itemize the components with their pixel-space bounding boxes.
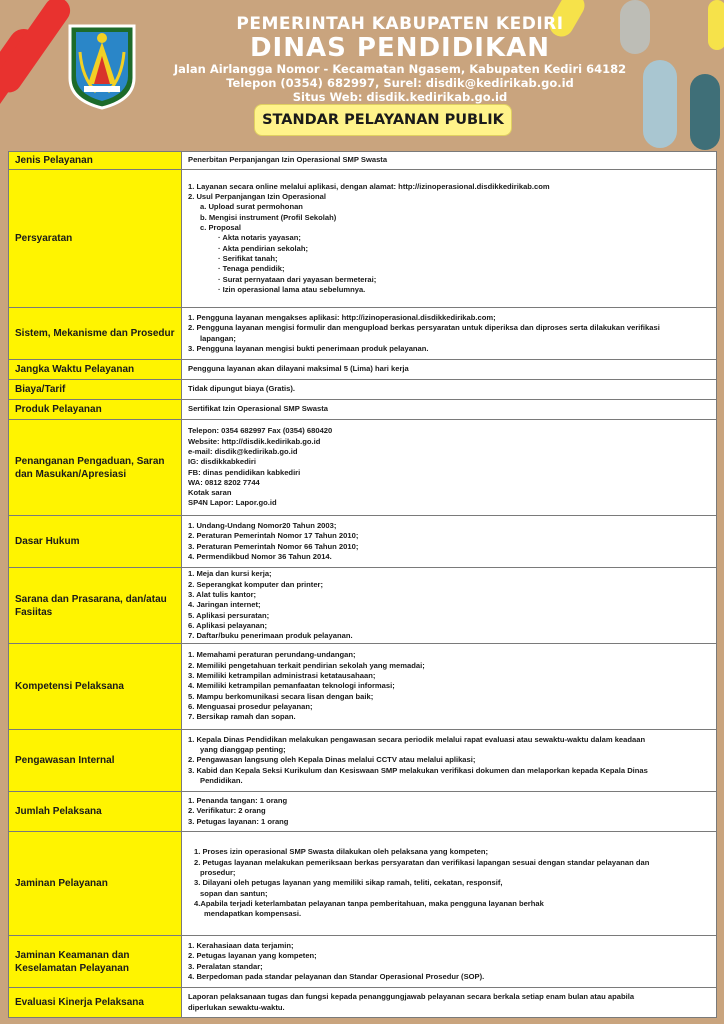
value-line: 2. Verifikatur: 2 orang <box>188 806 266 816</box>
row-key: Jenis Pelayanan <box>9 152 182 170</box>
value-line: IG: disdikkabkediri <box>188 457 256 467</box>
value-line: 2. Pengguna layanan mengisi formulir dan mengupload berkas persyaratan untuk diperiksa dan diproses serta dilakukan verifikasi <box>188 323 660 333</box>
value-line: · Serifikat tanah; <box>218 253 278 263</box>
value-line: diperlukan sewaktu-waktu. <box>188 1002 285 1012</box>
table-row <box>9 420 717 516</box>
value-line: 3. Dilayani oleh petugas layanan yang memiliki sikap ramah, teliti, cekatan, responsif, <box>194 878 503 888</box>
value-line: · Izin operasional lama atau sebelumnya. <box>218 284 366 294</box>
row-value <box>182 170 717 308</box>
value-line: · Akta notaris yayasan; <box>218 233 301 243</box>
table-row <box>9 152 717 170</box>
table-row <box>9 792 717 832</box>
value-line: 1. Penanda tangan: 1 orang <box>188 796 288 806</box>
value-line: · Surat pernyataan dari yayasan bermeterai; <box>218 274 377 284</box>
row-value <box>182 152 717 170</box>
value-line: b. Mengisi instrument (Profil Sekolah) <box>200 212 337 222</box>
row-key: Jangka Waktu Pelayanan <box>9 360 182 380</box>
value-line: · Tenaga pendidik; <box>218 264 285 274</box>
table-row <box>9 832 717 936</box>
value-line: 2. Pengawasan langsung oleh Kepala Dinas melalui CCTV atau melalui aplikasi; <box>188 755 476 765</box>
value-line: mendapatkan kompensasi. <box>204 909 302 919</box>
value-line: 1. Kerahasiaan data terjamin; <box>188 940 294 950</box>
row-value <box>182 644 717 730</box>
value-line: 2. Usul Perpanjangan Izin Operasional <box>188 192 326 202</box>
value-line: 4. Memiliki ketrampilan pemanfaatan teknologi informasi; <box>188 681 395 691</box>
row-key: Jaminan Keamanan dan Keselamatan Pelayanan <box>9 936 182 988</box>
table-row <box>9 308 717 360</box>
value-line: 1. Undang-Undang Nomor20 Tahun 2003; <box>188 520 337 530</box>
row-key: Penanganan Pengaduan, Saran dan Masukan/Apresiasi <box>9 420 182 516</box>
value-line: 3. Alat tulis kantor; <box>188 590 257 600</box>
value-line: Tidak dipungut biaya (Gratis). <box>188 384 296 394</box>
value-line: Laporan pelaksanaan tugas dan fungsi kepada penanggungjawab pelayanan secara berkala setiap enam bulan atau apabila <box>188 992 635 1002</box>
row-key: Produk Pelayanan <box>9 400 182 420</box>
value-line: e-mail: disdik@kedirikab.go.id <box>188 446 298 456</box>
value-line: 6. Aplikasi pelayanan; <box>188 620 268 630</box>
value-line: Telepon: 0354 682997 Fax (0354) 680420 <box>188 426 333 436</box>
row-key: Jaminan Pelayanan <box>9 832 182 936</box>
value-line: 3. Kabid dan Kepala Seksi Kurikulum dan Kesiswaan SMP melakukan verifikasi dokumen dan melaporkan kepada Kepala Dinas <box>188 765 648 775</box>
value-line: 2. Petugas layanan yang kompeten; <box>188 951 317 961</box>
value-line: 4.Apabila terjadi keterlambatan pelayanan tanpa pemberitahuan, maka pengguna layanan berhak <box>194 898 544 908</box>
header-agency: DINAS PENDIDIKAN <box>249 33 551 63</box>
table-row <box>9 380 717 400</box>
value-line: 7. Bersikap ramah dan sopan. <box>188 712 296 722</box>
value-line: 2. Memiliki pengetahuan terkait pendirian sekolah yang memadai; <box>188 660 425 670</box>
row-key: Persyaratan <box>9 170 182 308</box>
value-line: sopan dan santun; <box>200 888 268 898</box>
table-row <box>9 936 717 988</box>
row-value <box>182 360 717 380</box>
value-line: 3. Petugas layanan: 1 orang <box>188 816 289 826</box>
row-key: Evaluasi Kinerja Pelaksana <box>9 988 182 1018</box>
value-line: 1. Meja dan kursi kerja; <box>188 569 272 579</box>
value-line: 6. Menguasai prosedur pelayanan; <box>188 701 313 711</box>
value-line: 1. Pengguna layanan mengakses aplikasi: http://izinoperasional.disdikkedirikab.com; <box>188 312 496 322</box>
row-value <box>182 936 717 988</box>
value-line: SP4N Lapor: Lapor.go.id <box>188 498 277 508</box>
row-key: Pengawasan Internal <box>9 730 182 792</box>
value-line: 5. Aplikasi persuratan; <box>188 610 270 620</box>
value-line: 1. Kepala Dinas Pendidikan melakukan pengawasan secara periodik melalui rapat evaluasi atau sewaktu-waktu dalam keadaan <box>188 734 646 744</box>
row-value <box>182 516 717 568</box>
table-row <box>9 568 717 644</box>
value-line: 2. Peraturan Pemerintah Nomor 17 Tahun 2010; <box>188 531 359 541</box>
table-row <box>9 644 717 730</box>
value-line: 3. Memiliki ketrampilan administrasi ketatausahaan; <box>188 671 376 681</box>
row-value <box>182 308 717 360</box>
value-line: yang dianggap penting; <box>200 745 286 755</box>
row-value <box>182 380 717 400</box>
table-row <box>9 360 717 380</box>
header-government: PEMERINTAH KABUPATEN KEDIRI <box>236 14 564 34</box>
value-line: FB: dinas pendidikan kabkediri <box>188 467 301 477</box>
table-row <box>9 730 717 792</box>
header-website: Situs Web: disdik.kedirikab.go.id <box>292 90 508 104</box>
value-line: lapangan; <box>200 333 236 343</box>
header-address: Jalan Airlangga Nomor - Kecamatan Ngasem, Kabupaten Kediri 64182 <box>173 62 627 76</box>
value-line: 4. Berpedoman pada standar pelayanan dan Standar Operasional Prosedur (SOP). <box>188 971 485 981</box>
value-line: 1. Proses izin operasional SMP Swasta dilakukan oleh pelaksana yang kompeten; <box>194 847 489 857</box>
value-line: 5. Mampu berkomunikasi secara lisan dengan baik; <box>188 691 374 701</box>
table-row <box>9 988 717 1018</box>
row-value <box>182 568 717 644</box>
row-key: Dasar Hukum <box>9 516 182 568</box>
table-row <box>9 400 717 420</box>
row-key: Sarana dan Prasarana, dan/atau Fasiitas <box>9 568 182 644</box>
table-row <box>9 516 717 568</box>
table-row <box>9 170 717 308</box>
value-line: · Akta pendirian sekolah; <box>218 243 309 253</box>
header <box>0 0 724 150</box>
value-line: a. Upload surat permohonan <box>200 202 303 212</box>
value-line: Sertifikat Izin Operasional SMP Swasta <box>188 404 328 414</box>
value-line: 4. Jaringan internet; <box>188 600 261 610</box>
page-title-badge: STANDAR PELAYANAN PUBLIK <box>254 104 512 136</box>
row-key: Jumlah Pelaksana <box>9 792 182 832</box>
row-value <box>182 400 717 420</box>
value-line: c. Proposal <box>200 223 241 233</box>
row-value <box>182 792 717 832</box>
value-line: 2. Petugas layanan melakukan pemeriksaan berkas persyaratan dan verifikasi lapangan sesuai dengan standar pelayanan dan <box>194 857 650 867</box>
value-line: 1. Memahami peraturan perundang-undangan; <box>188 650 356 660</box>
service-standard-table <box>8 151 717 1018</box>
value-line: 2. Seperangkat komputer dan printer; <box>188 579 324 589</box>
value-line: Pengguna layanan akan dilayani maksimal 5 (Lima) hari kerja <box>188 364 409 374</box>
value-line: 3. Pengguna layanan mengisi bukti penerimaan produk pelayanan. <box>188 343 429 353</box>
value-line: prosedur; <box>200 868 236 878</box>
row-value <box>182 988 717 1018</box>
row-value <box>182 420 717 516</box>
value-line: 1. Layanan secara online melalui aplikasi, dengan alamat: http://izinoperasional.disdikkedirikab.com <box>188 181 550 191</box>
value-line: Website: http://disdik.kedirikab.go.id <box>188 436 321 446</box>
value-line: 4. Permendikbud Nomor 36 Tahun 2014. <box>188 551 332 561</box>
row-value <box>182 832 717 936</box>
value-line: 3. Peraturan Pemerintah Nomor 66 Tahun 2010; <box>188 541 359 551</box>
value-line: 7. Daftar/buku penerimaan produk pelayanan. <box>188 631 353 641</box>
value-line: Penerbitan Perpanjangan Izin Operasional SMP Swasta <box>188 155 388 165</box>
value-line: WA: 0812 8202 7744 <box>188 477 260 487</box>
value-line: Kotak saran <box>188 488 232 498</box>
row-key: Kompetensi Pelaksana <box>9 644 182 730</box>
row-key: Biaya/Tarif <box>9 380 182 400</box>
value-line: 3. Peralatan standar; <box>188 961 263 971</box>
row-value <box>182 730 717 792</box>
row-key: Sistem, Mekanisme dan Prosedur <box>9 308 182 360</box>
kediri-regency-logo <box>66 22 138 110</box>
value-line: Pendidikan. <box>200 775 243 785</box>
header-contact: Telepon (0354) 682997, Surel: disdik@kedirikab.go.id <box>226 76 574 90</box>
